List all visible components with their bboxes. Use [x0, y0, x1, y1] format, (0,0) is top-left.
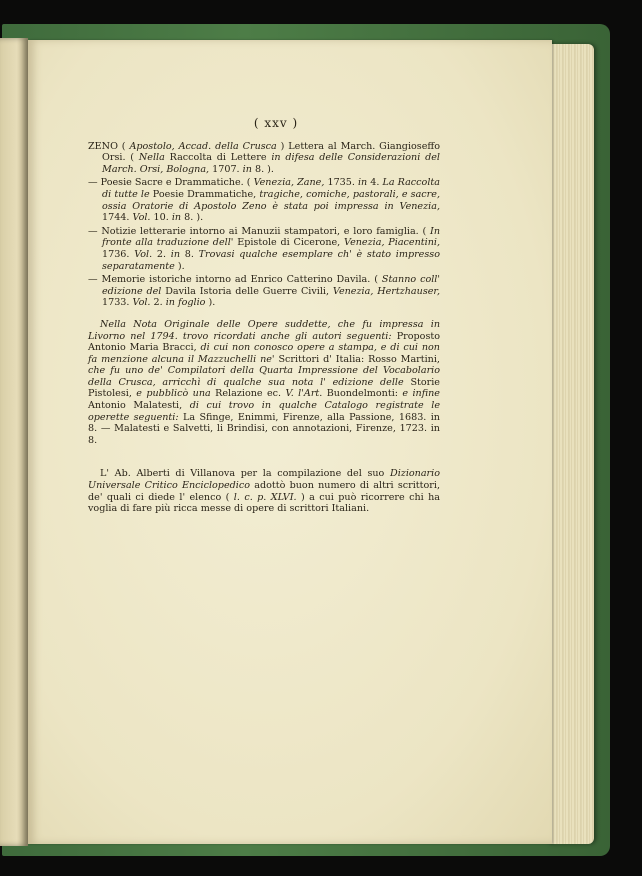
text-run: Poesie Drammatiche,: [149, 188, 260, 200]
text-run: ) a cui può ricorrere chi ha voglia di fare più ricca messe di opere di scrittori Italiani.: [88, 491, 440, 515]
text-run: Vol.: [134, 248, 153, 260]
text-run: Proposto Antonio Maria Bracci,: [88, 330, 440, 354]
text-run: Davila Istoria delle Guerre Civili,: [161, 285, 333, 297]
text-run: 1736.: [102, 248, 135, 260]
text-run: tragiche, comiche, pastorali, e sacre, ossia Oratorie di Apostolo Zeno è stata poi impressa in Venezia,: [102, 188, 440, 212]
text-run: 1733.: [102, 297, 133, 309]
text-run: 1735.: [324, 177, 358, 189]
page-number: ( xxv ): [253, 116, 299, 130]
text-run: 1707.: [209, 163, 243, 175]
paragraph-nota-originale: [88, 319, 440, 447]
text-run: in: [242, 163, 252, 175]
text-run: 8. ).: [181, 212, 204, 224]
text-run: Relazione ec.: [210, 388, 286, 400]
text-run: 8.: [180, 248, 199, 260]
text-run: 1744.: [102, 212, 133, 224]
text-run: di cui non conosco opere a stampa, e di cui non fa menzione alcuna il Mazzuchelli ne': [88, 342, 440, 365]
text-run: Storie Pistolesi,: [88, 376, 440, 400]
text-run: V. l'Art.: [285, 388, 323, 400]
text-run: Raccolta di Lettere: [164, 152, 272, 164]
text-run: Dizionario Universale Critico Enciclopedico: [88, 468, 440, 492]
text-run: e infine: [402, 388, 440, 400]
text-run: La Raccolta di tutte le: [102, 177, 440, 200]
book-page: [28, 40, 552, 844]
text-run: — Memorie istoriche intorno ad Enrico Catterino Davila. (: [88, 274, 382, 286]
text-run: Venezia, Zane,: [253, 177, 325, 189]
text-run: Apostolo, Accad. della Crusca: [129, 140, 277, 152]
text-run: Venezia, Hertzhauser,: [332, 285, 440, 297]
text-run: ) Lettera al March. Giangioseffo Orsi. (: [102, 140, 440, 164]
text-run: Buondelmonti:: [322, 388, 403, 400]
text-run: Stanno coll' edizione del: [102, 274, 440, 297]
text-run: in foglio: [165, 297, 206, 309]
text-run: in difesa delle Considerazioni del March. Orsi, Bologna,: [102, 152, 441, 175]
text-run: di cui trovo in qualche Catalogo registrate le operette seguenti:: [88, 400, 440, 423]
text-run: adottò buon numero di altri scrittori, de' quali ci diede l' elenco (: [88, 480, 440, 503]
text-run: Nella: [138, 152, 165, 164]
text-run: In fronte alla traduzione dell': [102, 225, 440, 249]
text-run: Trovasi qualche esemplare ch' è stato impresso separatamente: [102, 248, 440, 272]
text-run: ZENO (: [88, 140, 130, 152]
text-run: — Poesie Sacre e Drammatiche. (: [88, 177, 254, 189]
text-run: e pubblicò una: [136, 388, 211, 400]
text-run: che fu uno de' Compilatori della Quarta Impressione del Vocabolario della Crusca, arricchì di qualche sua nota l' edizione delle: [88, 365, 440, 388]
bibliography-entry: [88, 226, 440, 272]
bibliography-entry: [88, 274, 440, 309]
page-edges: [548, 44, 594, 844]
text-run: Scrittori d' Italia: Rosso Martini,: [274, 353, 440, 365]
text-run: Vol.: [132, 297, 151, 309]
text-run: 4.: [367, 177, 383, 189]
text-run: — Notizie letterarie intorno ai Manuzii stampatori, e loro famiglia. (: [88, 225, 431, 237]
bibliography-entry: [88, 177, 440, 223]
page-text: [88, 118, 440, 515]
text-run: Vol.: [132, 212, 151, 224]
text-run: Nella Nota Originale delle Opere suddette, che fu impressa in Livorno nel 1794. trovo ricordati anche gli autori seguenti:: [88, 318, 440, 342]
text-run: l. c. p. XLVI.: [233, 491, 297, 503]
text-run: L' Ab. Alberti di Villanova per la compilazione del suo: [100, 468, 390, 480]
paragraph-alberti: [88, 468, 440, 514]
text-run: 2.: [152, 248, 171, 260]
text-run: in: [171, 212, 182, 224]
bibliography-entries: [88, 141, 440, 309]
text-run: 2.: [150, 297, 166, 309]
text-run: in: [170, 248, 181, 260]
text-run: Venezia, Piacentini,: [344, 237, 440, 249]
text-run: Antonio Malatesti,: [88, 400, 190, 412]
text-run: ).: [174, 260, 185, 272]
text-run: 10.: [150, 212, 172, 224]
text-run: La Sfinge, Enimmi, Firenze, alla Passione, 1683. in 8. — Malatesti e Salvetti, li Brindisi, con annotazioni, Firenze, 1723. in 8.: [88, 411, 440, 446]
text-run: Epistole di Cicerone,: [233, 237, 345, 249]
text-run: in: [357, 177, 368, 189]
left-facing-page: [0, 38, 28, 846]
bibliography-entry: [88, 141, 440, 176]
text-run: ).: [205, 297, 216, 309]
text-run: 8. ).: [251, 163, 274, 175]
